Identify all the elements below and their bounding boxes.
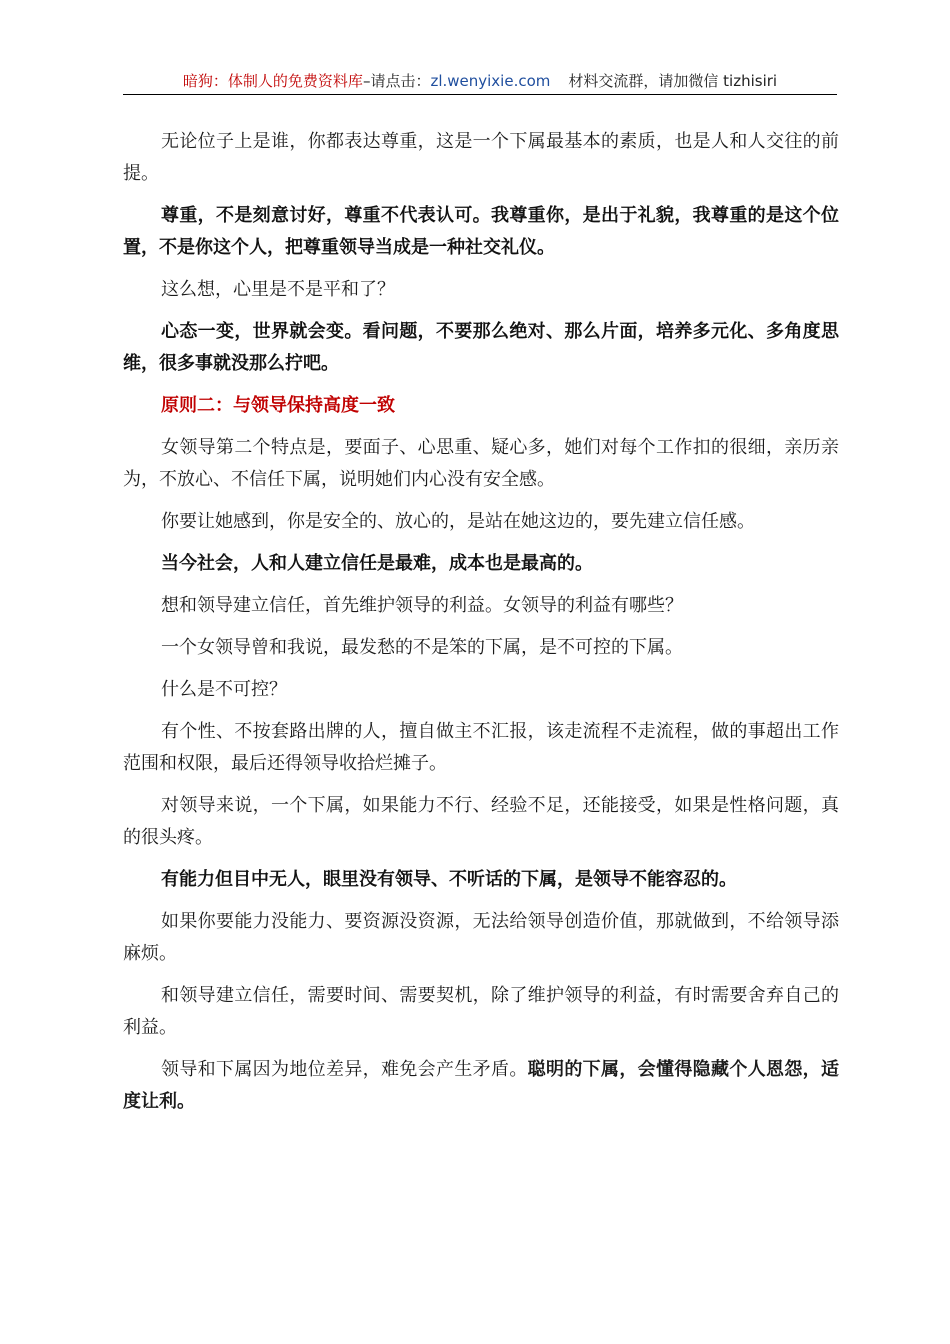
paragraph-mixed bbox=[123, 1054, 839, 1118]
paragraph-bold: 当今社会，人和人建立信任是最难，成本也是最高的。 bbox=[161, 553, 593, 574]
header-note: 材料交流群，请加微信 tizhisiri bbox=[568, 72, 778, 90]
paragraph-bold: 心态一变，世界就会变。看问题，不要那么绝对、那么片面，培养多元化、多角度思维，很多事就没那么拧吧。 bbox=[123, 321, 839, 374]
paragraph: 这么想，心里是不是平和了？ bbox=[161, 279, 395, 300]
paragraph: 对领导来说，一个下属，如果能力不行、经验不足，还能接受，如果是性格问题，真的很头疼。 bbox=[123, 795, 839, 848]
paragraph-text: 领导和下属因为地位差异，难免会产生矛盾。 bbox=[161, 1059, 528, 1080]
paragraph: 有个性、不按套路出牌的人，擅自做主不汇报，该走流程不走流程，做的事超出工作范围和权限，最后还得领导收拾烂摊子。 bbox=[123, 721, 839, 774]
paragraph: 你要让她感到，你是安全的、放心的，是站在她这边的，要先建立信任感。 bbox=[161, 511, 755, 532]
paragraph: 女领导第二个特点是，要面子、心思重、疑心多，她们对每个工作扣的很细，亲历亲为，不放心、不信任下属，说明她们内心没有安全感。 bbox=[123, 437, 839, 490]
paragraph-bold: 尊重，不是刻意讨好，尊重不代表认可。我尊重你，是出于礼貌，我尊重的是这个位置，不是你这个人，把尊重领导当成是一种社交礼仪。 bbox=[123, 205, 839, 258]
paragraph-bold-tail: 聪明的下属，会懂得隐藏个人恩怨，适度让利。 bbox=[123, 1059, 840, 1112]
header-url-link[interactable]: zl.wenyixie.com bbox=[430, 72, 551, 90]
paragraph: 一个女领导曾和我说，最发愁的不是笨的下属，是不可控的下属。 bbox=[161, 637, 683, 658]
paragraph: 想和领导建立信任，首先维护领导的利益。女领导的利益有哪些？ bbox=[161, 595, 683, 616]
header-cta: –请点击： bbox=[362, 72, 431, 90]
paragraph: 如果你要能力没能力、要资源没资源，无法给领导创造价值，那就做到，不给领导添麻烦。 bbox=[123, 911, 839, 964]
page-header bbox=[123, 70, 837, 92]
paragraph: 无论位子上是谁，你都表达尊重，这是一个下属最基本的素质，也是人和人交往的前提。 bbox=[123, 131, 839, 184]
paragraph-bold: 有能力但目中无人，眼里没有领导、不听话的下属，是领导不能容忍的。 bbox=[161, 869, 737, 890]
document-body bbox=[123, 126, 839, 1128]
header-divider bbox=[123, 94, 837, 95]
paragraph: 什么是不可控？ bbox=[161, 679, 287, 700]
section-heading: 原则二：与领导保持高度一致 bbox=[161, 395, 395, 416]
header-brand: 暗狗：体制人的免费资料库 bbox=[182, 72, 363, 90]
paragraph: 和领导建立信任，需要时间、需要契机，除了维护领导的利益，有时需要舍弃自己的利益。 bbox=[123, 985, 839, 1038]
